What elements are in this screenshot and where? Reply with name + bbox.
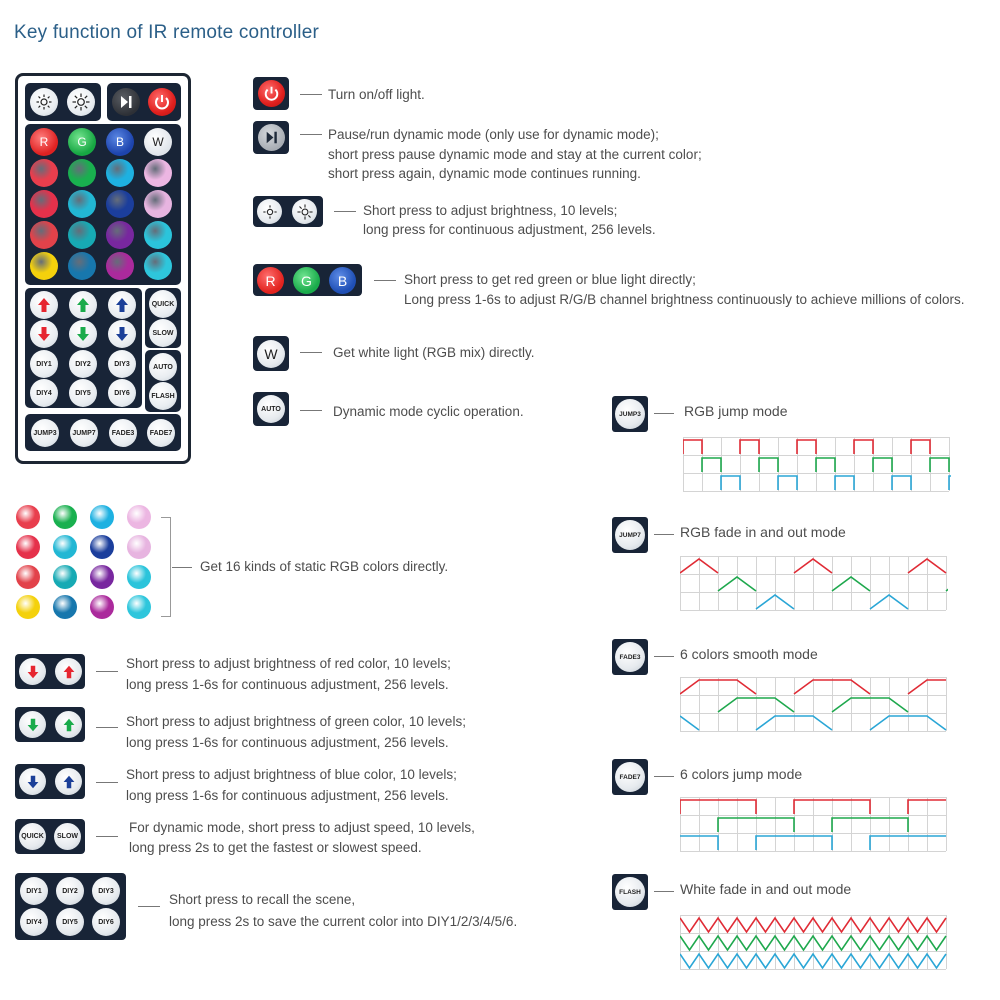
blue-up-button[interactable] (108, 291, 136, 319)
blue-adj-text-2: long press 1-6s for continuous adjustment, 256 levels. (126, 788, 449, 803)
diy5-chip: DIY5 (56, 908, 84, 936)
static-color-button[interactable] (30, 159, 58, 187)
mode-jump3-chip (612, 396, 648, 432)
rgb-text-2: Long press 1-6s to adjust R/G/B channel brightness continuously to achieve millions of colors. (404, 292, 965, 307)
rgb-chip (253, 264, 362, 296)
static-color-button[interactable] (106, 159, 134, 187)
auto-flash-panel (145, 350, 181, 412)
static-color-button[interactable] (144, 252, 172, 280)
white-text: Get white light (RGB mix) directly. (333, 345, 535, 360)
static-color-button[interactable] (68, 190, 96, 218)
leader-line (96, 836, 118, 837)
quick-chip-button: QUICK (19, 823, 46, 850)
adjust-panel (25, 288, 142, 408)
diy5-button[interactable]: DIY5 (69, 379, 97, 407)
arrow-up-icon (34, 295, 54, 315)
red-up-button[interactable] (30, 291, 58, 319)
brightness-text-1: Short press to adjust brightness, 10 levels; (363, 203, 618, 218)
mode-flash-label: White fade in and out mode (680, 881, 852, 897)
mode-fade7-chip-button: FADE7 (615, 762, 645, 792)
blue-down-button[interactable] (108, 320, 136, 348)
leader-line (138, 906, 160, 907)
static-color-swatch (90, 505, 114, 529)
mode-fade3-waveform (680, 677, 948, 733)
sun-small-icon (35, 93, 53, 111)
diy6-chip: DIY6 (92, 908, 120, 936)
auto-button[interactable]: AUTO (149, 353, 177, 381)
pause-text-1: Pause/run dynamic mode (only use for dynamic mode); (328, 127, 659, 142)
ir-remote (15, 73, 191, 464)
speed-panel (145, 288, 181, 348)
leader-line (300, 94, 322, 95)
auto-chip-button: AUTO (257, 395, 285, 423)
speed-chip (15, 819, 85, 854)
mode-jump3-label: RGB jump mode (684, 403, 788, 419)
power-chip (253, 77, 289, 110)
mode-flash-chip-button: FLASH (615, 877, 645, 907)
leader-line (654, 413, 674, 414)
diy4-chip: DIY4 (20, 908, 48, 936)
mode-panel (25, 414, 181, 451)
static-color-button[interactable] (68, 252, 96, 280)
diy-chip (15, 873, 126, 940)
power-panel (107, 83, 181, 121)
white-chip (253, 336, 289, 371)
static-color-swatch (53, 595, 77, 619)
leader-line (654, 776, 674, 777)
leader-line (300, 410, 322, 411)
diy2-chip: DIY2 (56, 877, 84, 905)
red-chip-button: R (257, 267, 284, 294)
static-text: Get 16 kinds of static RGB colors directly. (200, 559, 449, 574)
leader-line (374, 280, 396, 281)
pause-chip (253, 121, 289, 154)
play-pause-icon (258, 124, 285, 151)
green-up-chip (55, 711, 82, 738)
arrow-down-icon (24, 773, 42, 791)
mode-jump3-chip-button: JUMP3 (615, 399, 645, 429)
leader-line (334, 211, 356, 212)
static-color-button[interactable] (106, 221, 134, 249)
speed-text-2: long press 2s to get the fastest or slowest speed. (129, 840, 422, 855)
mode-jump3-waveform (683, 437, 951, 493)
green-down-chip (19, 711, 46, 738)
green-adj-text-1: Short press to adjust brightness of green color, 10 levels; (126, 714, 466, 729)
brightness-up-button[interactable] (67, 88, 95, 116)
diy-text-1: Short press to recall the scene, (169, 892, 356, 907)
brightness-down-button[interactable] (30, 88, 58, 116)
sun-large-icon (72, 93, 90, 111)
diy1-button[interactable]: DIY1 (30, 350, 58, 378)
blue-down-chip (19, 768, 46, 795)
power-icon (148, 88, 176, 116)
static-color-button[interactable] (30, 252, 58, 280)
red-adjust-chip (15, 654, 85, 689)
static-color-button[interactable] (144, 159, 172, 187)
flash-button[interactable]: FLASH (149, 382, 177, 410)
jump7-button[interactable]: JUMP7 (70, 419, 98, 447)
static-color-button[interactable] (106, 252, 134, 280)
mode-jump7-chip (612, 517, 648, 553)
auto-chip (253, 392, 289, 426)
leader-line (172, 567, 192, 568)
mode-fade3-label: 6 colors smooth mode (680, 646, 818, 662)
diy4-button[interactable]: DIY4 (30, 379, 58, 407)
red-down-chip (19, 658, 46, 685)
brightness-text-2: long press for continuous adjustment, 256 levels. (363, 222, 656, 237)
static-color-swatch (90, 595, 114, 619)
brightness-chip (253, 196, 323, 227)
arrow-up-icon (60, 663, 78, 681)
arrow-down-icon (24, 663, 42, 681)
static-color-swatch (127, 595, 151, 619)
blue-adj-text-1: Short press to adjust brightness of blue color, 10 levels; (126, 767, 457, 782)
mode-fade3-chip-button: FADE3 (615, 642, 645, 672)
arrow-down-icon (112, 324, 132, 344)
green-adjust-chip (15, 707, 85, 742)
slow-chip-button: SLOW (54, 823, 81, 850)
page-title: Key function of IR remote controller (14, 22, 320, 43)
static-color-swatch (53, 535, 77, 559)
speed-text-1: For dynamic mode, short press to adjust speed, 10 levels, (129, 820, 475, 835)
arrow-down-icon (73, 324, 93, 344)
jump3-button[interactable]: JUMP3 (31, 419, 59, 447)
static-color-button[interactable] (30, 190, 58, 218)
power-chip-button (258, 80, 285, 107)
white-chip-button: W (257, 340, 285, 368)
fade7-button[interactable]: FADE7 (147, 419, 175, 447)
leader-line (96, 727, 118, 728)
bracket (161, 517, 171, 617)
leader-line (300, 352, 322, 353)
arrow-up-icon (73, 295, 93, 315)
blue-up-chip (55, 768, 82, 795)
static-color-swatch (16, 505, 40, 529)
sun-large-icon (297, 204, 313, 220)
leader-line (654, 656, 674, 657)
arrow-up-icon (60, 716, 78, 734)
green-chip-button: G (293, 267, 320, 294)
red-adj-text-2: long press 1-6s for continuous adjustment, 256 levels. (126, 677, 449, 692)
brightness-down-chip (257, 199, 282, 224)
static-color-swatch (127, 535, 151, 559)
static-color-swatch (127, 565, 151, 589)
power-icon (258, 80, 285, 107)
static-color-button[interactable] (68, 159, 96, 187)
red-down-button[interactable] (30, 320, 58, 348)
static-color-button[interactable] (68, 221, 96, 249)
mode-fade7-label: 6 colors jump mode (680, 766, 803, 782)
brightness-panel (25, 83, 101, 121)
leader-line (96, 671, 118, 672)
color-w-button[interactable]: W (144, 128, 172, 156)
pause-button[interactable] (112, 88, 140, 116)
leader-line (654, 534, 674, 535)
mode-flash-waveform (680, 915, 948, 971)
diy3-button[interactable]: DIY3 (108, 350, 136, 378)
mode-flash-chip (612, 874, 648, 910)
diy2-button[interactable]: DIY2 (69, 350, 97, 378)
diy6-button[interactable]: DIY6 (108, 379, 136, 407)
color-grid-panel (25, 124, 181, 285)
static-color-swatch (90, 565, 114, 589)
arrow-up-icon (60, 773, 78, 791)
brightness-up-chip (292, 199, 317, 224)
static-color-swatch (53, 505, 77, 529)
green-adj-text-2: long press 1-6s for continuous adjustment, 256 levels. (126, 735, 449, 750)
play-pause-icon (112, 88, 140, 116)
static-color-swatch (16, 595, 40, 619)
pause-text-3: short press again, dynamic mode continues running. (328, 166, 641, 181)
static-color-button[interactable] (106, 190, 134, 218)
fade3-button[interactable]: FADE3 (109, 419, 137, 447)
static-color-swatch (90, 535, 114, 559)
diy-text-2: long press 2s to save the current color into DIY1/2/3/4/5/6. (169, 914, 518, 929)
static-color-swatch (53, 565, 77, 589)
mode-fade7-chip (612, 759, 648, 795)
mode-jump7-waveform (680, 556, 948, 612)
blue-chip-button: B (329, 267, 356, 294)
static-color-swatch (16, 535, 40, 559)
diy1-chip: DIY1 (20, 877, 48, 905)
arrow-down-icon (24, 716, 42, 734)
leader-line (96, 782, 118, 783)
arrow-up-icon (112, 295, 132, 315)
leader-line (300, 134, 322, 135)
mode-jump7-label: RGB fade in and out mode (680, 524, 846, 540)
power-text: Turn on/off light. (328, 87, 425, 102)
quick-button[interactable]: QUICK (149, 290, 177, 318)
sun-small-icon (262, 204, 278, 220)
mode-jump7-chip-button: JUMP7 (615, 520, 645, 550)
green-up-button[interactable] (69, 291, 97, 319)
color-r-button[interactable]: R (30, 128, 58, 156)
static-color-button[interactable] (30, 221, 58, 249)
static-color-swatch (16, 565, 40, 589)
blue-adjust-chip (15, 764, 85, 799)
static-color-button[interactable] (144, 190, 172, 218)
pause-text-2: short press pause dynamic mode and stay at the current color; (328, 147, 702, 162)
leader-line (654, 891, 674, 892)
red-adj-text-1: Short press to adjust brightness of red color, 10 levels; (126, 656, 451, 671)
color-g-button[interactable]: G (68, 128, 96, 156)
mode-fade7-waveform (680, 797, 948, 853)
mode-fade3-chip (612, 639, 648, 675)
red-up-chip (55, 658, 82, 685)
auto-text: Dynamic mode cyclic operation. (333, 404, 524, 419)
diy3-chip: DIY3 (92, 877, 120, 905)
color-b-button[interactable]: B (106, 128, 134, 156)
slow-button[interactable]: SLOW (149, 319, 177, 347)
rgb-text-1: Short press to get red green or blue light directly; (404, 272, 696, 287)
static-color-button[interactable] (144, 221, 172, 249)
pause-chip-button (258, 124, 285, 151)
green-down-button[interactable] (69, 320, 97, 348)
power-button[interactable] (148, 88, 176, 116)
arrow-down-icon (34, 324, 54, 344)
static-color-swatch (127, 505, 151, 529)
